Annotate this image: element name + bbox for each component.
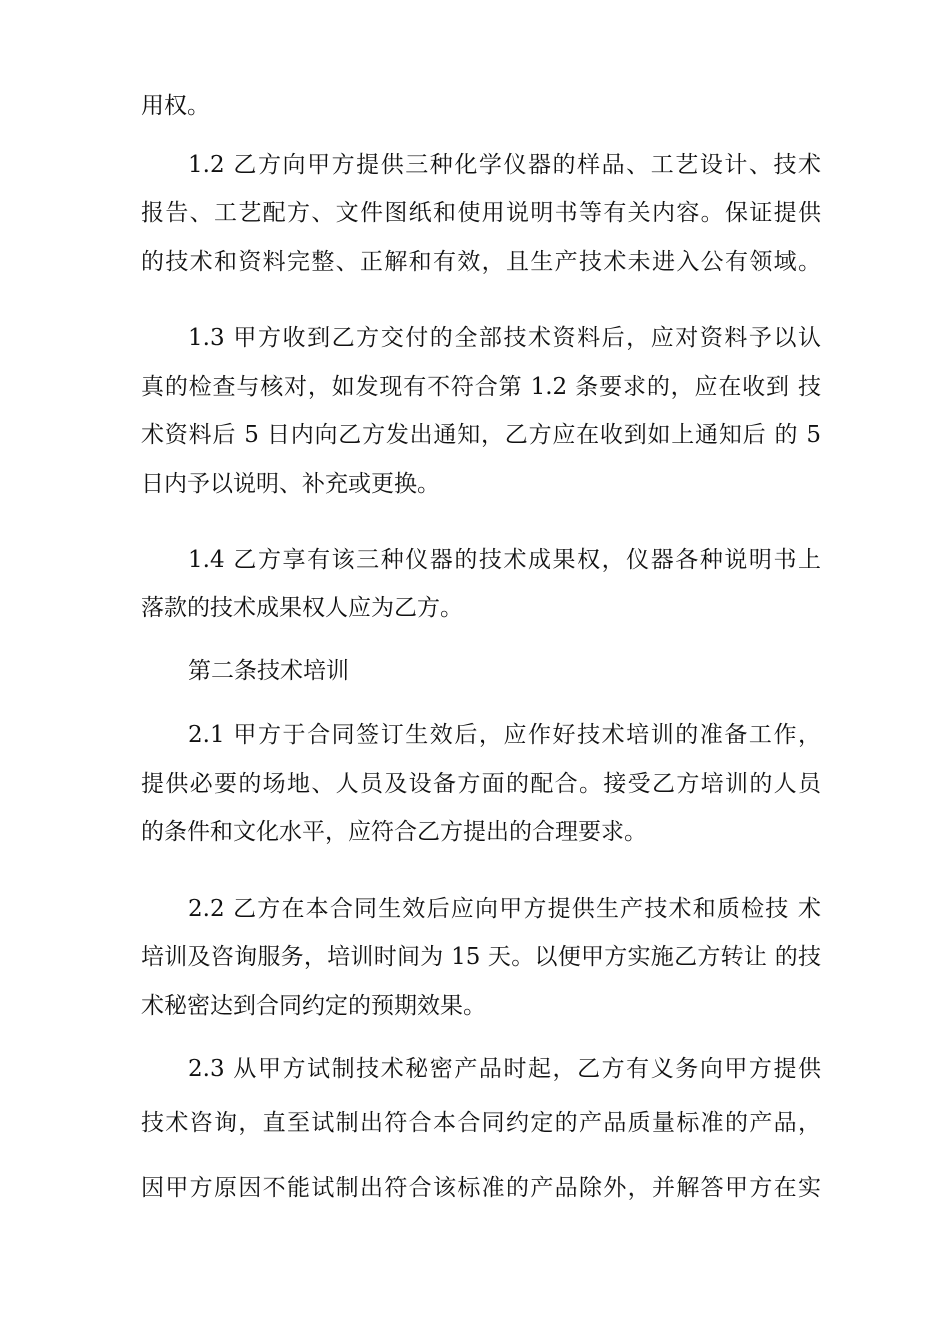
section-heading-article-2: 第二条技术培训	[188, 658, 349, 684]
clause-1-2-line-3: 的技术和资料完整、正解和有效，且生产技术未进入公有领域。	[141, 249, 821, 275]
clause-1-4-line-2: 落款的技术成果权人应为乙方。	[141, 595, 463, 621]
clause-1-2-line-1: 1.2 乙方向甲方提供三种化学仪器的样品、工艺设计、技术	[188, 152, 821, 178]
clause-2-1-line-1: 2.1 甲方于合同签订生效后，应作好技术培训的准备工作，	[188, 722, 821, 748]
clause-2-3-line-2: 技术咨询，直至试制出符合本合同约定的产品质量标准的产品，	[141, 1110, 821, 1136]
clause-1-3-line-3: 术资料后 5 日内向乙方发出通知，乙方应在收到如上通知后 的 5	[141, 422, 821, 448]
clause-2-2-line-3: 术秘密达到合同约定的预期效果。	[141, 993, 486, 1019]
clause-1-2-line-2: 报告、工艺配方、文件图纸和使用说明书等有关内容。保证提供	[141, 200, 821, 226]
clause-2-1-line-3: 的条件和文化水平，应符合乙方提出的合理要求。	[141, 819, 647, 845]
clause-2-2-line-1: 2.2 乙方在本合同生效后应向甲方提供生产技术和质检技 术	[188, 896, 821, 922]
clause-1-4-line-1: 1.4 乙方享有该三种仪器的技术成果权，仪器各种说明书上	[188, 547, 821, 573]
clause-1-3-line-2: 真的检查与核对，如发现有不符合第 1.2 条要求的，应在收到 技	[141, 374, 821, 400]
clause-2-2-line-2: 培训及咨询服务，培训时间为 15 天。以便甲方实施乙方转让 的技	[141, 944, 821, 970]
clause-2-3-line-3: 因甲方原因不能试制出符合该标准的产品除外，并解答甲方在实	[141, 1175, 821, 1201]
text-line-1: 用权。	[141, 93, 210, 119]
clause-1-3-line-4: 日内予以说明、补充或更换。	[141, 471, 440, 497]
clause-2-3-line-1: 2.3 从甲方试制技术秘密产品时起，乙方有义务向甲方提供	[188, 1056, 821, 1082]
clause-2-1-line-2: 提供必要的场地、人员及设备方面的配合。接受乙方培训的人员	[141, 771, 821, 797]
clause-1-3-line-1: 1.3 甲方收到乙方交付的全部技术资料后，应对资料予以认	[188, 325, 821, 351]
